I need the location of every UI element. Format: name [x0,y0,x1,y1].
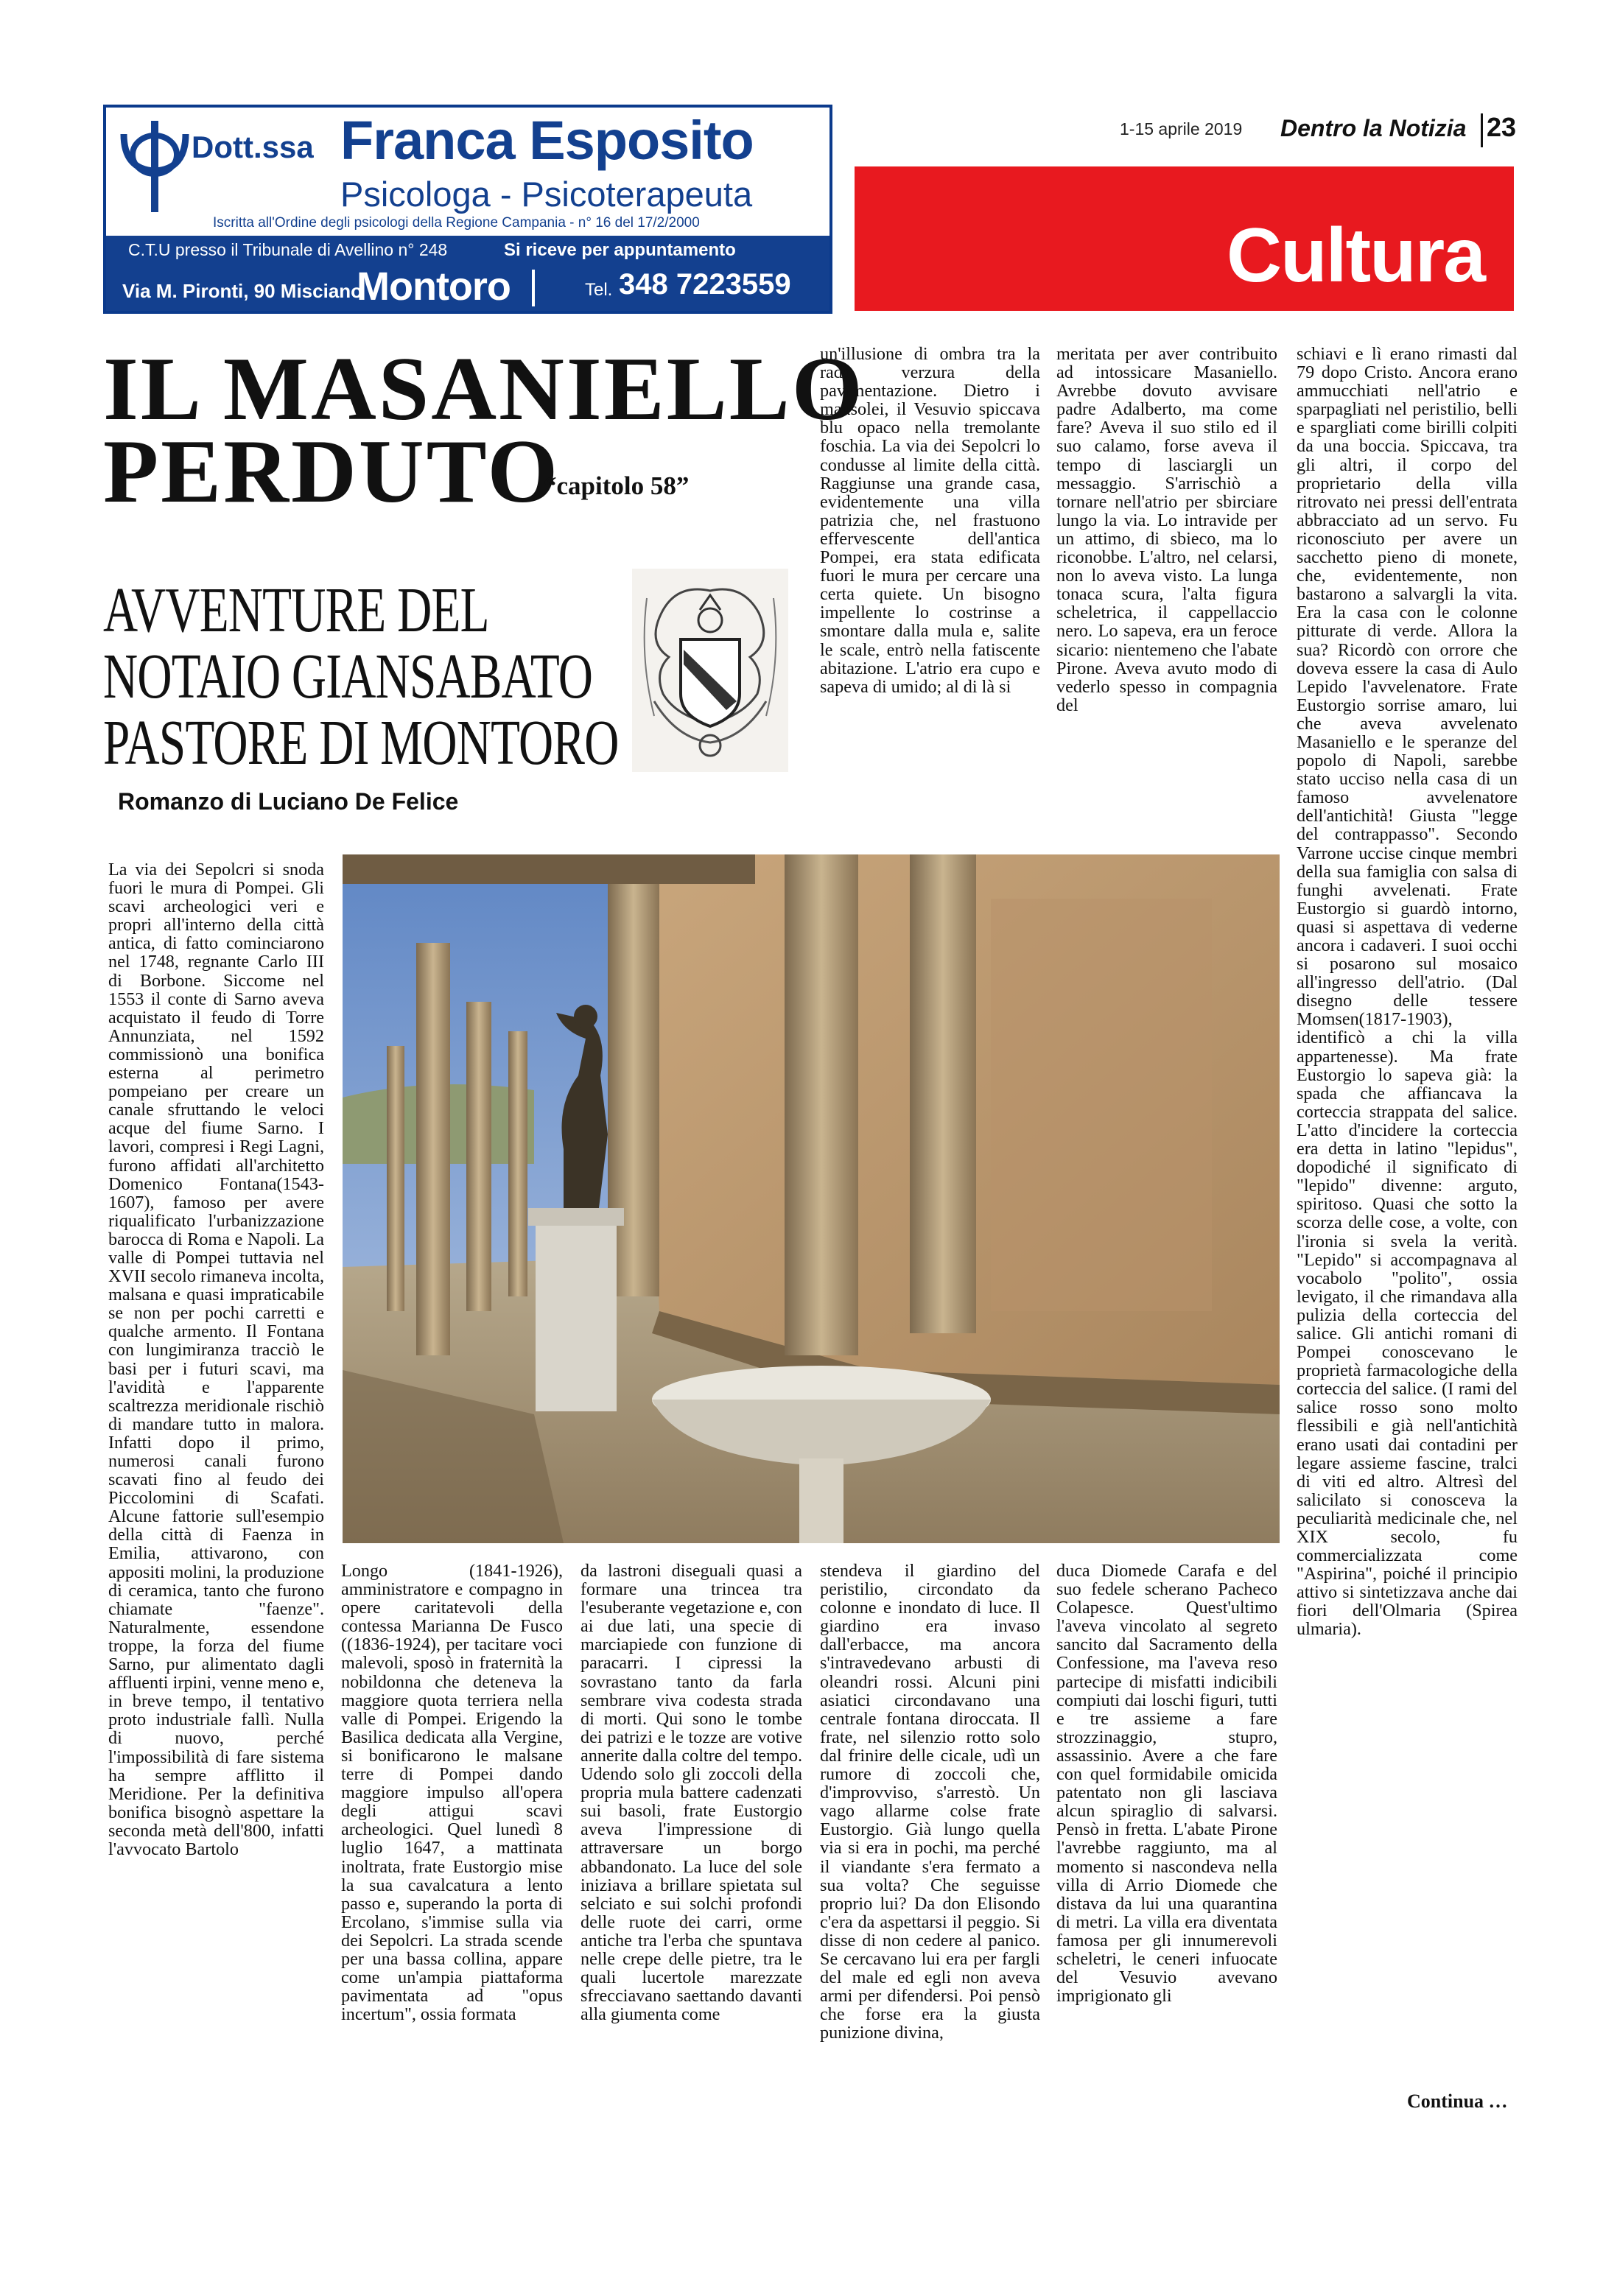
article-title-line1: IL MASANIELLO [103,338,865,439]
article-column-7: stendeva il giardino del peristilio, circondato da colonne e inondato di luce. Il giardino era invaso dall'erbacce, ma ancora s'intravedevano arbusti di oleandri rossi. Alcuni pini asiatici circondavano una centrale fontana diroccata. Il frate, nel silenzio rotto solo dal frinire delle cicale, udì un rumore di zoccoli che, d'improvviso, s'arrestò. Un vago allarme colse frate Eustorgio. Già lungo quella via si era in pochi, ma perché il viandante s'era fermato a sua volta? Che seguisse proprio lui? Da don Elisondo c'era da aspettarsi il peggio. Si disse di non cedere al panico. Se cercavano lui era per fargli del male ed egli non aveva armi per difendersi. Poi pensò che forse era la giusta punizione divina, [820,1562,1040,2043]
issue-date: 1-15 aprile 2019 [1120,119,1243,138]
ad-separator [532,270,535,306]
article-column-5: Longo (1841-1926), amministratore e compagno in opere caritatevoli della contessa Marianna De Fusco ((1836-1924), per tacitare voci malevoli, sposò in fraternità la nobildonna che deteneva la maggiore quota terriera nella valle di Pompei. Erigendo la Basilica dedicata alla Vergine, si bonificarono le malsane terre di Pompei dando maggiore impulso all'opera degli attigui scavi archeologici. Quel lunedì 8 luglio 1647, a mattinata inoltrata, frate Eustorgio mise la sua cavalcatura a lento passo e, superando la porta di Ercolano, s'immise sulla via dei Sepolcri. La strada scende per una bassa collina, appare come un'ampia piattaforma pavimentata ad "opus incertum", ossia formata [341,1562,563,2025]
pompeii-photo [343,854,1280,1543]
subtitle-line1: AVVENTURE DEL [103,574,489,645]
heraldic-crest-image [632,569,788,772]
page-number-divider [1481,113,1483,147]
subtitle-line2: NOTAIO GIANSABATO [103,640,593,712]
ad-registration: Iscritta all'Ordine degli psicologi della Regione Campania - n° 16 del 17/2/2000 [213,215,700,231]
section-title: Cultura [1227,213,1484,298]
publication-name: Dentro la Notizia [1280,115,1467,141]
advertisement-box [103,105,832,314]
ad-ctu: C.T.U presso il Tribunale di Avellino n° 248 [128,240,448,259]
ad-town: Montoro [357,264,511,309]
article-column-4: schiavi e lì erano rimasti dal 79 dopo Cristo. Ancora erano ammucchiati nell'atrio e sparpagliati nel peristilio, belli e spargliati come birilli colpiti da una boccia. Spiccava, tra gli altri, il corpo del proprietario della villa ritrovato nei pressi dell'entrata abbracciato ad un servo. Fu riconosciuto per avere un sacchetto pieno di monete, che, evidentemente, non bastarono a salvargli la vita. Era la casa con le colonne pitturate di verde. Allora la sua? Ricordò con orrore che doveva essere la casa di Aulo Lepido l'avvelenatore. Frate Eustorgio sorrise amaro, lui che aveva avvelenato Masaniello e le speranze del popolo di Napoli, sarebbe stato ucciso nella casa di un famoso avvelenatore dell'antichità! Giusta "legge del contrappasso". Secondo Varrone uccise cinque membri della sua famiglia con salsa di funghi avvelenati. Frate Eustorgio si guardò intorno, quasi si aspettava di vederne ancora i cadaveri. I suoi occhi si posarono sul mosaico all'ingresso dell'atrio. (Dal disegno delle tessere Momsen(1817-1903), identificò a chi la villa appartenesse). Ma frate Eustorgio lo sapeva già: la spada che affiancava la corteccia strappata del salice. L'atto d'incidere la corteccia era detta in latino "lepidus", dopodiché il significato di "lepido" divenne: arguto, spiritoso. Quasi che sotto la scorza delle cose, a volte, con l'ironia si svela la verità. "Lepido" si accompagnava al vocabolo "polito", ossia levigato, il che rimandava alla pulizia della corteccia del salice. Gli antichi romani di Pompei conoscevano le proprietà farmacologiche della corteccia del salice. (I rami del salice rosso sono molto flessibili e già nell'antichità erano usati dai contadini per legare assieme fascine, tralci di viti ed altro. Altresì del salicilato si conosceva la peculiarità medicinale che, nel XIX secolo, fu commercializzata come "Aspirina", poiché il principio attivo si sintetizzava anche dai fiori dell'Olmaria (Spirea ulmaria). [1297,345,1518,1640]
article-column-8: duca Diomede Carafa e del suo fedele scherano Pacheco Colapesce. Quest'ultimo l'aveva vincolato al segreto sancito dal Sacramento della Confessione, ma l'aveva reso partecipe di misfatti indicibili compiuti dai loschi figuri, tutti e tre assieme a fare strozzinaggio, stupro, assassinio. Avere a che fare con quel formidabile omicida patentato non gli lasciava alcun spiraglio di salvarsi. Pensò in fretta. L'abate Pirone l'avrebbe raggiunto, ma al momento si nascondeva nella villa di Arrio Diomede che distava da lui una quarantina di metri. La villa era diventata famosa per gli innumerevoli scheletri, le ceneri infuocate del Vesuvio avevano imprigionato gli [1056,1562,1277,2007]
page-number: 23 [1487,112,1517,142]
ad-tel-label: Tel. [585,280,613,300]
article-column-6: da lastroni diseguali quasi a formare una trincea tra l'esuberante vegetazione e, con ai due lati, una specie di marciapiede con funzione di paracarri. I cipressi la sovrastano tanto da farla sembrare viva codesta strada di morti. Qui sono le tombe dei patrizi e le tozze are votive annerite dalla coltre del tempo. Udendo solo gli zoccoli della propria mula battere cadenzati sui basoli, frate Eustorgio aveva l'impressione di attraversare un borgo abbandonato. La luce del sole iniziava a brillare spietata sul selciato e sui solchi profondi delle ruote dei carri, orme antiche tra l'erba che spuntava nelle crepe delle pietre, tra le quali lucertole marezzate sfrecciavano saettando davanti alla giumenta come [580,1562,802,2025]
byline: Romanzo di Luciano De Felice [118,788,459,815]
ad-appointment: Si riceve per appuntamento [504,240,736,260]
article-column-3-top: meritata per aver contribuito ad intossicare Masaniello. Avrebbe dovuto avvisare padre Adalberto, ma come fare? Aveva il suo stilo ed il suo calamo, forse aveva il tempo di lasciargli un messaggio. S'arrischiò a tornare nell'atrio per sbirciare lungo la via. Lo intravide per un attimo, di sbieco, ma lo riconobbe. L'altro, nel celarsi, non lo aveva visto. La lunga tonaca scura, l'alta figura scheletrica, il cappellaccio nero. Lo sapeva, era un feroce sicario: nientemeno che l'abate Pirone. Aveva avuto modo di vederlo spesso in compagnia del [1056,345,1277,715]
article-title-line2: PERDUTO [103,421,561,522]
article-column-2-top: un'illusione di ombra tra la rada verzura della pavimentazione. Dietro i mausolei, il Vesuvio spiccava blu opaco nella tremolante foschia. La via dei Sepolcri lo condusse al limite della città. Raggiunse una grande casa, evidentemente una villa patrizia che, nel frastuono effervescente dell'antica Pompei, era stata edificata fuori le mura per cercare una certa quiete. Un bisogno impellente lo costrinse a smontare dalla mula e, salite le scale, entrò nella fatiscente abitazione. L'atrio era cupo e sapeva di umido; al di là si [820,345,1040,697]
chapter-label: “capitolo 58” [544,471,690,500]
subtitle-line3: PASTORE DI MONTORO [103,706,619,778]
psi-logo-icon [116,118,193,217]
ad-tel-number: 348 7223559 [619,268,791,301]
ad-address: Via M. Pironti, 90 Misciano [122,280,363,302]
ad-profession: Psicologa - Psicoterapeuta [340,175,753,214]
ad-name: Franca Esposito [340,110,754,171]
continue-label: Continua … [1407,2090,1508,2112]
ad-prefix: Dott.ssa [192,130,314,164]
article-column-1: La via dei Sepolcri si snoda fuori le mura di Pompei. Gli scavi archeologici veri e propri all'interno della città antica, di fatto cominciarono nel 1748, regnante Carlo III di Borbone. Siccome nel 1553 il conte di Sarno aveva acquistato il feudo di Torre Annunziata, nel 1592 commissionò una bonifica esterna al perimetro pompeiano per creare un canale sfruttando le veloci acque del fiume Sarno. I lavori, compresi i Regi Lagni, furono affidati all'architetto Domenico Fontana(1543-1607), famoso per avere riqualificato l'urbanizzazione barocca di Roma e Napoli. La valle di Pompei tuttavia nel XVII secolo rimaneva incolta, malsana e quasi impraticabile se non per pochi carretti e qualche armento. Il Fontana con lungimiranza tracciò le basi per i futuri scavi, ma l'avidità e l'apparente scaltrezza meridionale rischiò di mandare tutto in malora. Infatti dopo il primo, numerosi canali furono scavati fino al feudo dei Piccolomini di Scafati. Alcune fattorie sull'esempio della città di Faenza in Emilia, attivarono, con appositi molini, la produzione di ceramica, tanto che furono chiamate "faenze". Naturalmente, essendone troppe, la forza del fiume Sarno, pur alimentato dagli affluenti irpini, venne meno e, in breve tempo, il tentativo proto industriale fallì. Nulla di nuovo, perché l'impossibilità di fare sistema ha sempre afflitto il Meridione. Per la definitiva bonifica bisognò aspettare la seconda metà dell'800, infatti l'avvocato Bartolo [108,860,324,1859]
